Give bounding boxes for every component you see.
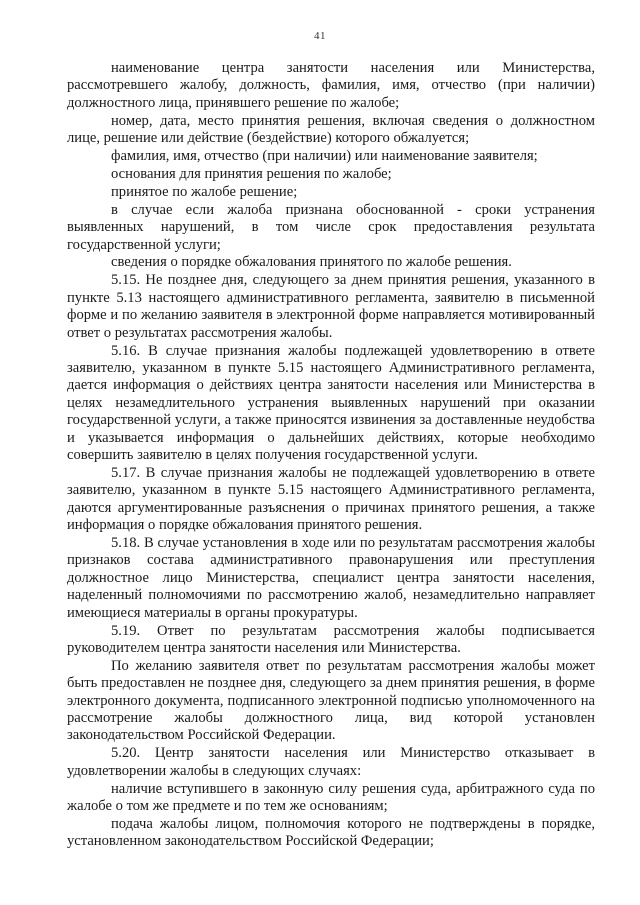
paragraph-5-19: 5.19. Ответ по результатам рассмотрения жалобы подписывается руководителем центра занятости населения или Министерства. [67,622,595,656]
paragraph-appeal-procedure: сведения о порядке обжалования принятого по жалобе решения. [111,254,512,271]
paragraph-court-decision: наличие вступившего в законную силу решения суда, арбитражного суда по жалобе о том же предмете и по тем же основаниям; [67,780,595,815]
paragraph-electronic-answer: По желанию заявителя ответ по результатам рассмотрения жалобы может быть предоставлен не позднее дня, следующего за днем принятия решения, в форме электронного документа, подписанного электронной подписью уполномоченного на рассмотрение жалобы должностного лица, вид которой установлен законодательством Российской Федерации. [67,657,595,744]
paragraph-complaint-reviewer: наименование центра занятости населения или Министерства, рассмотревшего жалобу, должность, фамилия, имя, отчество (при наличии) должностного лица, принявшего решение по жалобе; [67,60,595,111]
document-body [67,60,595,851]
paragraph-applicant-name: фамилия, имя, отчество (при наличии) или наименование заявителя; [111,148,538,165]
paragraph-decision-grounds: основания для принятия решения по жалобе; [111,165,392,182]
paragraph-unauthorized-filing: подача жалобы лицом, полномочия которого не подтверждены в порядке, установленном законодательством Российской Федерации; [67,815,595,850]
paragraph-5-18: 5.18. В случае установления в ходе или по результатам рассмотрения жалобы признаков состава административного правонарушения или преступления должностное лицо Министерства, специалист центра занятости населения, наделенный полномочиями по рассмотрению жалоб, незамедлительно направляет имеющиеся материалы в органы прокуратуры. [67,534,595,621]
paragraph-5-16: 5.16. В случае признания жалобы подлежащей удовлетворению в ответе заявителю, указанном в пункте 5.15 настоящего Административного регламента, дается информация о действиях центра занятости населения или Министерства в целях незамедлительного устранения выявленных нарушений при оказании государственной услуги, а также приносятся извинения за доставленные неудобства и указывается информация о дальнейших действиях, которые необходимо совершить заявителю в целях получения государственной услуги. [67,342,595,463]
paragraph-5-17: 5.17. В случае признания жалобы не подлежащей удовлетворению в ответе заявителю, указанном в пункте 5.15 настоящего Административного регламента, даются аргументированные разъяснения о причинах принятого решения, а также информация о порядке обжалования принятого решения. [67,464,595,534]
paragraph-justified-complaint: в случае если жалоба признана обоснованной - сроки устранения выявленных нарушений, в том числе срок предоставления результата государственной услуги; [67,201,595,253]
paragraph-decision: принятое по жалобе решение; [111,183,298,200]
paragraph-5-20: 5.20. Центр занятости населения или Министерство отказывает в удовлетворении жалобы в следующих случаях: [67,745,595,779]
paragraph-5-15: 5.15. Не позднее дня, следующего за днем принятия решения, указанного в пункте 5.13 настоящего административного регламента, заявителю в письменной форме и по желанию заявителя в электронной форме направляется мотивированный ответ о результатах рассмотрения жалобы. [67,272,595,341]
page-number: 41 [314,30,326,42]
paragraph-decision-details: номер, дата, место принятия решения, включая сведения о должностном лице, решение или действие (бездействие) которого обжалуется; [67,112,595,147]
